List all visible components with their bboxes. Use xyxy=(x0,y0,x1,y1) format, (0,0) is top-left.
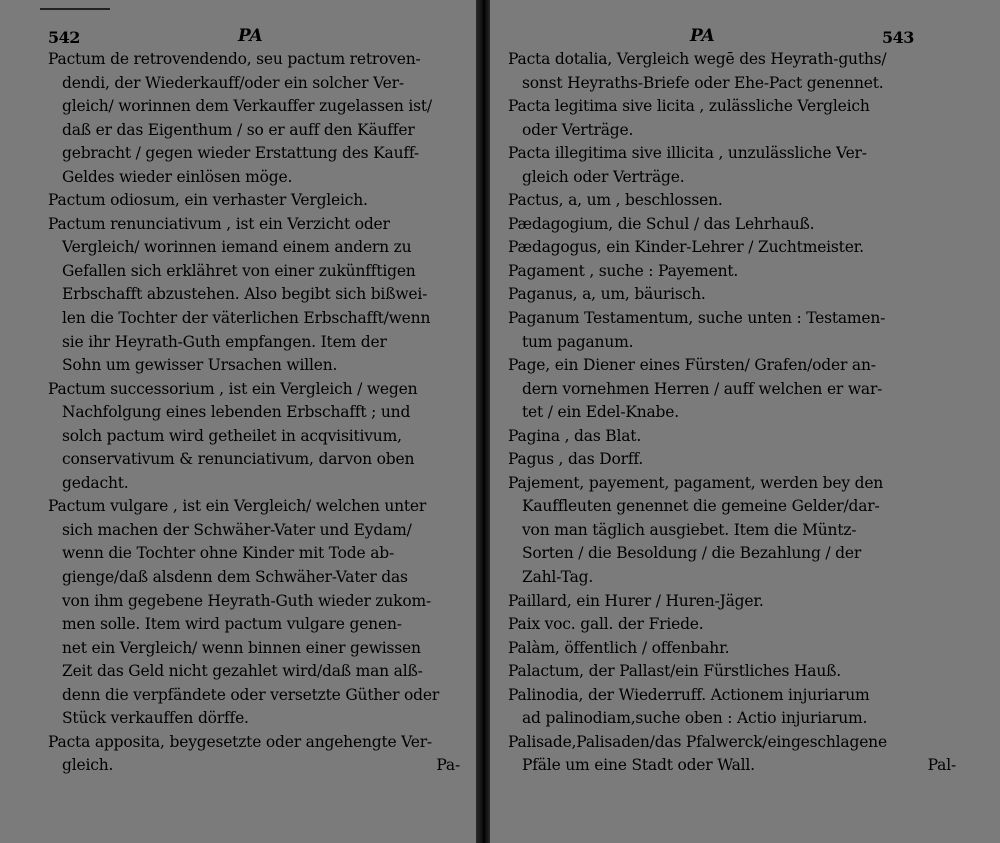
dictionary-line: Palactum, der Pallast/ein Fürstliches Hauß. xyxy=(508,662,842,681)
dictionary-line: Erbschafft abzustehen. Also begibt sich bißwei- xyxy=(62,285,428,304)
right-page-number: 543 xyxy=(882,28,914,47)
dictionary-line: Zahl-Tag. xyxy=(522,568,594,587)
dictionary-line: gleich oder Verträge. xyxy=(522,167,685,186)
left-running-head: PA xyxy=(238,26,263,46)
dictionary-line: von man täglich ausgiebet. Item die Müntz- xyxy=(522,520,857,539)
dictionary-line: Gefallen sich erklähret von einer zukünfftigen xyxy=(62,261,416,280)
dictionary-line: von ihm gegebene Heyrath-Guth wieder zukom- xyxy=(62,591,432,610)
dictionary-line: dendi, der Wiederkauff/oder ein solcher Ver- xyxy=(62,73,404,92)
dictionary-line: Vergleich/ worinnen iemand einem andern zu xyxy=(62,238,412,257)
dictionary-line: Paix voc. gall. der Friede. xyxy=(508,615,704,634)
dictionary-line: len die Tochter der väterlichen Erbschafft/wenn xyxy=(62,309,431,328)
dictionary-line: tum paganum. xyxy=(522,332,634,351)
dictionary-line: sich machen der Schwäher-Vater und Eydam/ xyxy=(62,520,412,539)
dictionary-line: Palinodia, der Wiederruff. Actionem injuriarum xyxy=(508,685,870,704)
dictionary-line: Pacta legitima sive licita , zulässliche Vergleich xyxy=(508,97,870,116)
dictionary-line: men solle. Item wird pactum vulgare genen- xyxy=(62,615,402,634)
dictionary-line: tet / ein Edel-Knabe. xyxy=(522,403,679,422)
dictionary-line: conservativum & renunciativum, darvon oben xyxy=(62,450,415,469)
dictionary-line: Pædagogus, ein Kinder-Lehrer / Zuchtmeister. xyxy=(508,238,864,257)
dictionary-line: Nachfolgung eines lebenden Erbschafft ; und xyxy=(62,403,411,422)
dictionary-line: net ein Vergleich/ wenn binnen einer gewissen xyxy=(62,638,421,657)
dictionary-line: Page, ein Diener eines Fürsten/ Grafen/oder an- xyxy=(508,356,876,375)
book-gutter xyxy=(476,0,490,843)
left-text-column xyxy=(48,48,460,778)
left-page xyxy=(0,0,478,843)
dictionary-line: gedacht. xyxy=(62,473,129,492)
dictionary-line: sie ihr Heyrath-Guth empfangen. Item der xyxy=(62,332,387,351)
catchword: Pa- xyxy=(436,756,460,775)
dictionary-line: Pædagogium, die Schul / das Lehrhauß. xyxy=(508,214,815,233)
dictionary-line: Pacta illegitima sive illicita , unzulässliche Ver- xyxy=(508,144,867,163)
right-running-head: PA xyxy=(690,26,715,46)
dictionary-line: Pactum odiosum, ein verhaster Vergleich. xyxy=(48,191,368,210)
dictionary-line: Paganum Testamentum, suche unten : Testamen- xyxy=(508,309,886,328)
dictionary-line: Stück verkauffen dörffe. xyxy=(62,709,249,728)
dictionary-line: gienge/daß alsdenn dem Schwäher-Vater das xyxy=(62,568,408,587)
dictionary-line: Pfäle um eine Stadt oder Wall. xyxy=(522,756,755,775)
dictionary-line: Pactum de retrovendendo, seu pactum retroven- xyxy=(48,50,421,68)
dictionary-line: Zeit das Geld nicht gezahlet wird/daß man alß- xyxy=(62,662,423,681)
dictionary-line: Palisade,Palisaden/das Pfalwerck/eingeschlagene xyxy=(508,732,887,751)
right-text-column xyxy=(508,48,956,778)
dictionary-line: daß er das Eigenthum / so er auff den Käuffer xyxy=(62,120,415,139)
dictionary-line: Pactum renunciativum , ist ein Verzicht oder xyxy=(48,214,390,233)
dictionary-line: Pagament , suche : Payement. xyxy=(508,261,739,280)
dictionary-line: gebracht / gegen wieder Erstattung des Kauff- xyxy=(62,144,419,163)
dictionary-line: solch pactum wird getheilet in acqvisitivum, xyxy=(62,426,402,445)
dictionary-line: Pactum successorium , ist ein Vergleich / wegen xyxy=(48,379,418,398)
dictionary-line: oder Verträge. xyxy=(522,120,634,139)
dictionary-line: gleich/ worinnen dem Verkauffer zugelassen ist/ xyxy=(62,97,432,116)
dictionary-line: Pacta dotalia, Vergleich wegē des Heyrath-guths/ xyxy=(508,50,887,68)
dictionary-line: Sohn um gewisser Ursachen willen. xyxy=(62,356,338,375)
dictionary-line: Paillard, ein Hurer / Huren-Jäger. xyxy=(508,591,764,610)
dictionary-line: Geldes wieder einlösen möge. xyxy=(62,167,293,186)
dictionary-line: denn die verpfändete oder versetzte Güther oder xyxy=(62,685,440,704)
catchword: Pal- xyxy=(927,756,956,775)
dictionary-line: Pactum vulgare , ist ein Vergleich/ welchen unter xyxy=(48,497,427,516)
dictionary-line: Sorten / die Besoldung / die Bezahlung / der xyxy=(522,544,862,563)
dictionary-line: Palàm, öffentlich / offenbahr. xyxy=(508,638,730,657)
dictionary-line: Pactus, a, um , beschlossen. xyxy=(508,191,723,210)
dictionary-line: Kauffleuten genennet die gemeine Gelder/dar- xyxy=(522,497,880,516)
dictionary-line: Paganus, a, um, bäurisch. xyxy=(508,285,706,304)
right-page xyxy=(490,0,1000,843)
left-page-number: 542 xyxy=(48,28,80,47)
dictionary-line: Pagina , das Blat. xyxy=(508,426,642,445)
dictionary-line: Pagus , das Dorff. xyxy=(508,450,644,469)
dictionary-line: Pacta apposita, beygesetzte oder angehengte Ver- xyxy=(48,732,432,751)
dictionary-line: wenn die Tochter ohne Kinder mit Tode ab- xyxy=(62,544,395,563)
dictionary-line: ad palinodiam,suche oben : Actio injuriarum. xyxy=(522,709,868,728)
dictionary-line: sonst Heyraths-Briefe oder Ehe-Pact genennet. xyxy=(522,73,884,92)
dictionary-line: Pajement, payement, pagament, werden bey den xyxy=(508,473,884,492)
dictionary-line: dern vornehmen Herren / auff welchen er war- xyxy=(522,379,883,398)
dictionary-line: gleich. xyxy=(62,756,114,775)
